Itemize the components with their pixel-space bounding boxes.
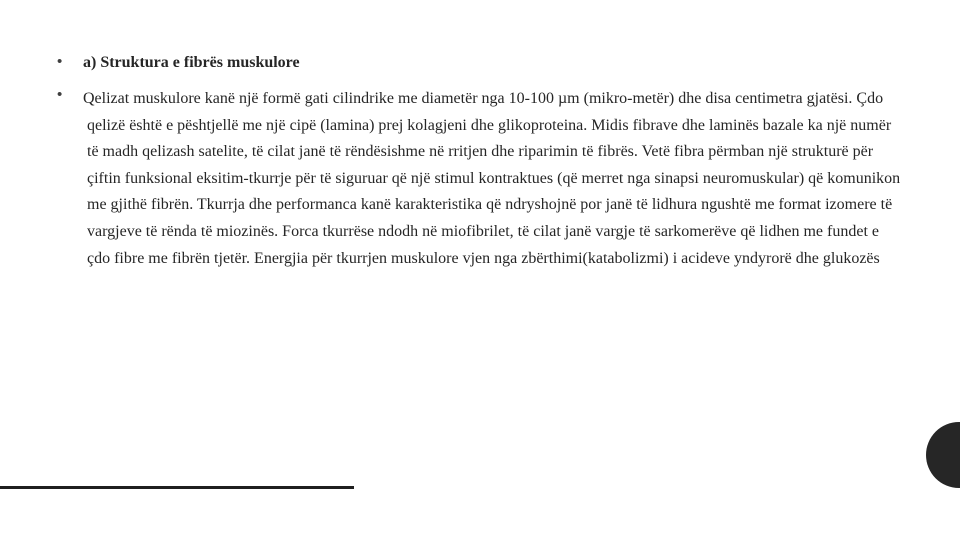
decorative-circle [926,422,960,488]
decorative-divider [0,486,354,489]
bullet-icon: • [57,53,63,70]
bullet-item-heading [56,50,906,76]
bullet-list [56,50,906,272]
body-paragraph: Qelizat muskulore kanë një formë gati cilindrike me diametër nga 10-100 µm (mikro-metër) dhe disa centimetra gjatësi. Çdo qelizë është e pështjellë me një cipë (lamina) prej kolagjeni dhe glikoproteina. Midis fibrave dhe laminës bazale ka një numër të madh qelizash satelite, të cilat janë të rëndësishme në rritjen dhe riparimin të fibrës. Vetë fibra përmban një strukturë për çiftin funksional eksitim-tkurrje për të siguruar që një stimul kontraktues (që merret nga sinapsi neuromuskular) që komunikon me gjithë fibrën. Tkurrja dhe performanca kanë karakteristika që ndryshojnë por janë të lidhura ngushtë me format izomere të vargjeve të rënda të miozinës. Forca tkurrëse ndodh në miofibrilet, të cilat janë vargje të sarkomerëve që lidhen me fundet e çdo fibre me fibrën tjetër. Energjia për tkurrjen muskulore vjen nga zbërthimi(katabolizmi) i acideve yndyrorë dhe glukozës [83,90,901,267]
bullet-icon: • [57,86,63,103]
bullet-item-body [56,86,906,272]
section-heading: a) Struktura e fibrës muskulore [83,54,300,71]
